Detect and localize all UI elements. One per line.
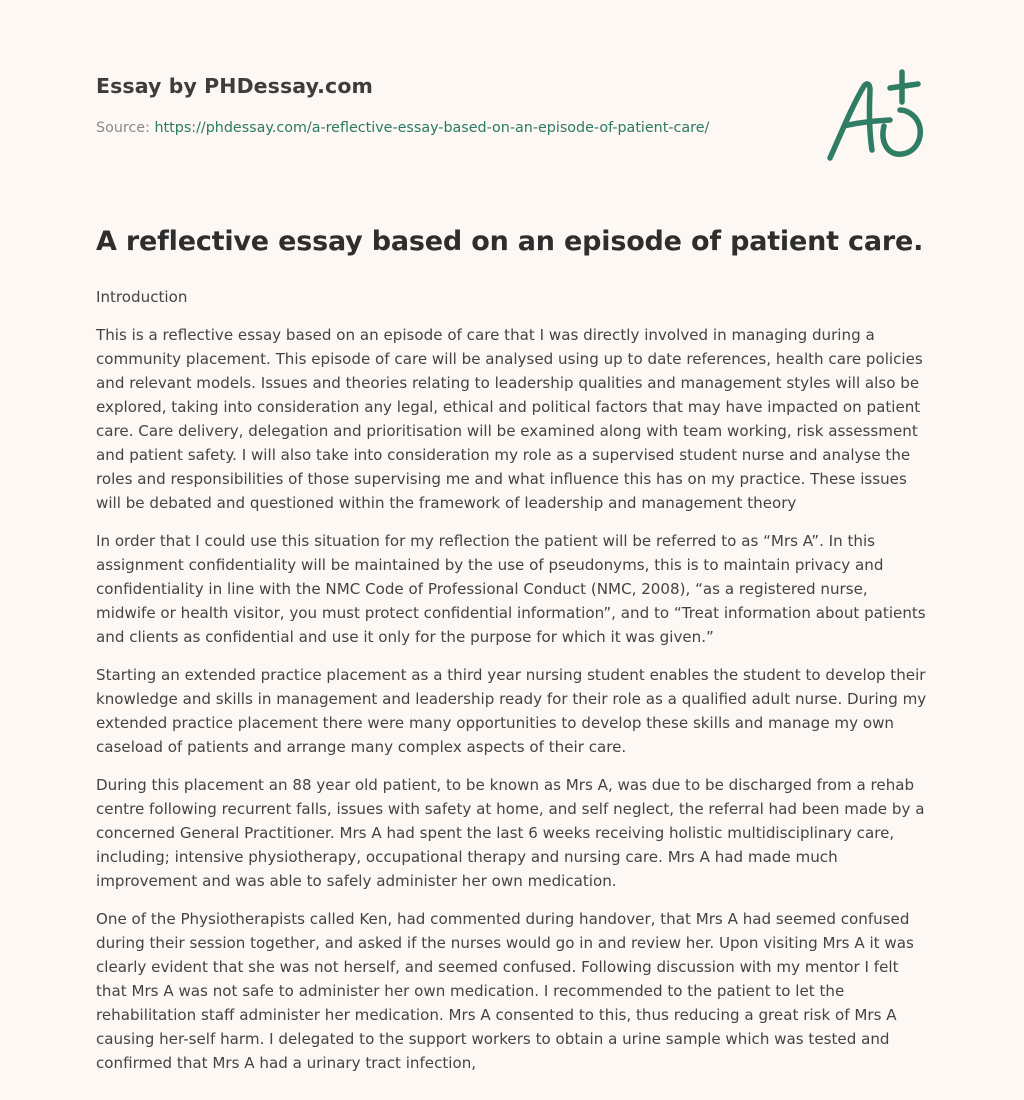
source-link[interactable]: https://phdessay.com/a-reflective-essay-based-on-an-episode-of-patient-care/: [154, 120, 710, 136]
essay-body: [96, 285, 932, 1089]
a-plus-grade-icon: [822, 66, 932, 166]
essay-paragraph: Starting an extended practice placement as a third year nursing student enables the student to develop their knowledge and skills in management and leadership ready for their role as a qualified adult nurse. During my extended practice placement there were many opportunities to develop these skills and manage my own caseload of patients and arrange many complex aspects of their care.: [96, 666, 927, 756]
essay-paragraph: One of the Physiotherapists called Ken, had commented during handover, that Mrs A had seemed confused during their session together, and asked if the nurses would go in and review her. Upon visiting Mrs A it was clearly evident that she was not herself, and seemed confused. Following discussion with my mentor I felt that Mrs A was not safe to administer her own medication. I recommended to the patient to let the rehabilitation staff administer her medication. Mrs A consented to this, thus reducing a great risk of Mrs A causing her-self harm. I delegated to the support workers to obtain a urine sample which was tested and confirmed that Mrs A had a urinary tract infection,: [96, 910, 914, 1072]
site-brand: Essay by PHDessay.com: [96, 74, 373, 98]
source-line: [96, 120, 796, 136]
section-heading: Introduction: [96, 288, 188, 306]
essay-paragraph: This is a reflective essay based on an episode of care that I was directly involved in managing during a community placement. This episode of care will be analysed using up to date references, health care policies and relevant models. Issues and theories relating to leadership qualities and management styles will also be explored, taking into consideration any legal, ethical and political factors that may have impacted on patient care. Care delivery, delegation and prioritisation will be examined along with team working, risk assessment and patient safety. I will also take into consideration my role as a supervised student nurse and analyse the roles and responsibilities of those supervising me and what influence this has on my practice. These issues will be debated and questioned within the framework of leadership and management theory: [96, 326, 923, 512]
essay-paragraph: During this placement an 88 year old patient, to be known as Mrs A, was due to be discharged from a rehab centre following recurrent falls, issues with safety at home, and self neglect, the referral had been made by a concerned General Practitioner. Mrs A had spent the last 6 weeks receiving holistic multidisciplinary care, including; intensive physiotherapy, occupational therapy and nursing care. Mrs A had made much improvement and was able to safely administer her own medication.: [96, 776, 925, 890]
source-label: Source:: [96, 120, 150, 136]
header: [96, 74, 796, 136]
essay-paragraph: In order that I could use this situation for my reflection the patient will be referred to as “Mrs A”. In this assignment confidentiality will be maintained by the use of pseudonyms, this is to maintain privacy and confidentiality in line with the NMC Code of Professional Conduct (NMC, 2008), “as a registered nurse, midwife or health visitor, you must protect confidential information”, and to “Treat information about patients and clients as confidential and use it only for the purpose for which it was given.”: [96, 532, 926, 646]
essay-title: A reflective essay based on an episode of patient care.: [96, 226, 924, 257]
